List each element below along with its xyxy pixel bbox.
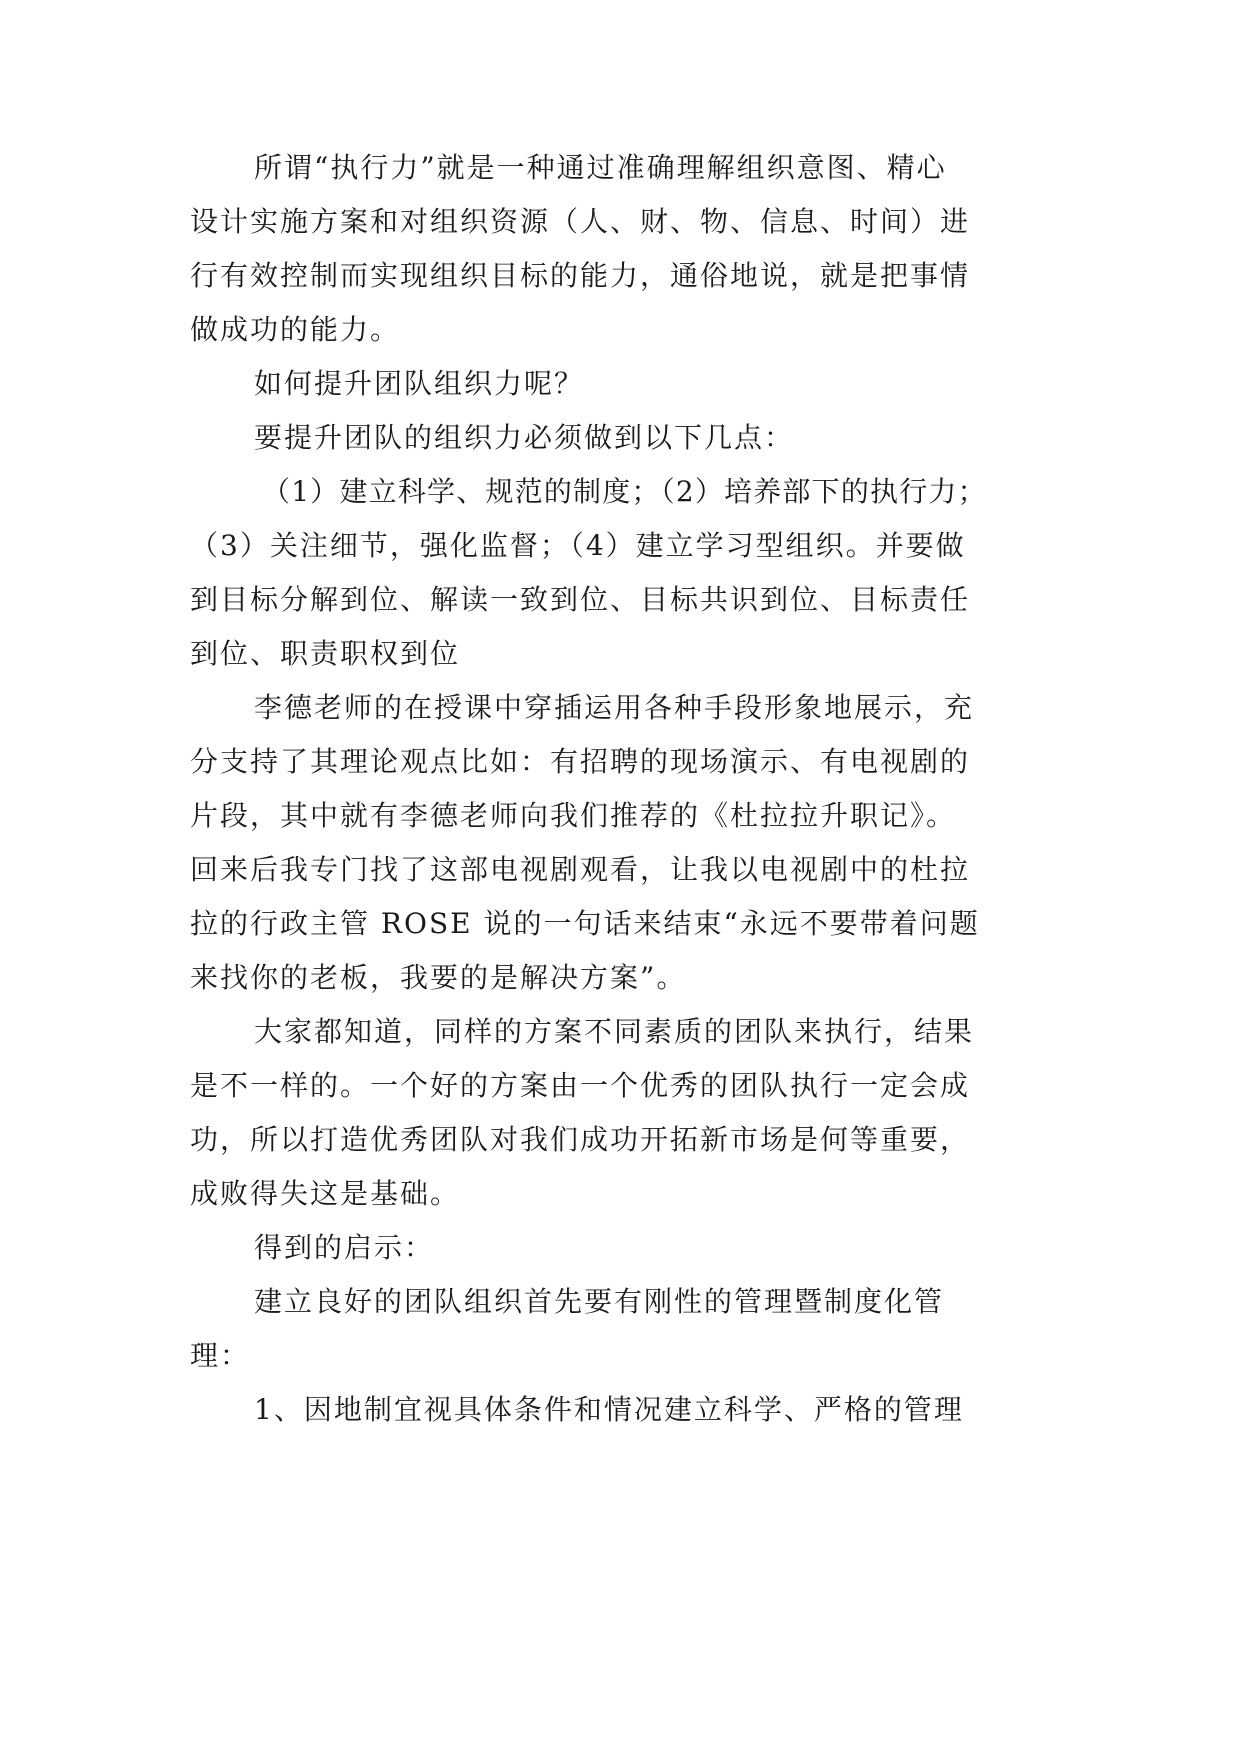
- paragraph-line: 要提升团队的组织力必须做到以下几点：: [254, 421, 795, 454]
- paragraph-line: 行有效控制而实现组织目标的能力，通俗地说，就是把事情: [190, 259, 971, 292]
- paragraph-line: 设计实施方案和对组织资源（人、财、物、信息、时间）进: [190, 205, 971, 238]
- paragraph-line: 理：: [190, 1339, 251, 1372]
- paragraph-line: 回来后我专门找了这部电视剧观看，让我以电视剧中的杜拉: [190, 853, 971, 886]
- paragraph-line: 建立良好的团队组织首先要有刚性的管理暨制度化管: [254, 1285, 945, 1318]
- paragraph-line: 做成功的能力。: [190, 313, 401, 346]
- paragraph-line: 所谓“执行力”就是一种通过准确理解组织意图、精心: [254, 151, 947, 184]
- paragraph-line: 成败得失这是基础。: [190, 1177, 461, 1210]
- paragraph-line: 功，所以打造优秀团队对我们成功开拓新市场是何等重要，: [190, 1123, 971, 1156]
- paragraph-line: 来找你的老板，我要的是解决方案”。: [190, 961, 687, 994]
- paragraph-line: 片段，其中就有李德老师向我们推荐的《杜拉拉升职记》。: [190, 799, 957, 832]
- paragraph-line: 如何提升团队组织力呢？: [254, 367, 585, 400]
- paragraph-line: 分支持了其理论观点比如：有招聘的现场演示、有电视剧的: [190, 745, 971, 778]
- paragraph-line: （3）关注细节，强化监督；（4）建立学习型组织。并要做: [190, 529, 966, 562]
- paragraph-line: 到位、职责职权到位: [190, 637, 461, 670]
- paragraph-line: 拉的行政主管 ROSE 说的一句话来结束“永远不要带着问题: [190, 907, 980, 940]
- paragraph-line: 李德老师的在授课中穿插运用各种手段形象地展示，充: [254, 691, 975, 724]
- paragraph-line: 1、因地制宜视具体条件和情况建立科学、严格的管理: [254, 1393, 964, 1426]
- paragraph-line: 大家都知道，同样的方案不同素质的团队来执行，结果: [254, 1015, 975, 1048]
- paragraph-line: 是不一样的。一个好的方案由一个优秀的团队执行一定会成: [190, 1069, 971, 1102]
- paragraph-line: （1）建立科学、规范的制度；（2）培养部下的执行力；: [262, 475, 987, 508]
- paragraph-line: 得到的启示：: [254, 1231, 435, 1264]
- paragraph-line: 到目标分解到位、解读一致到位、目标共识到位、目标责任: [190, 583, 971, 616]
